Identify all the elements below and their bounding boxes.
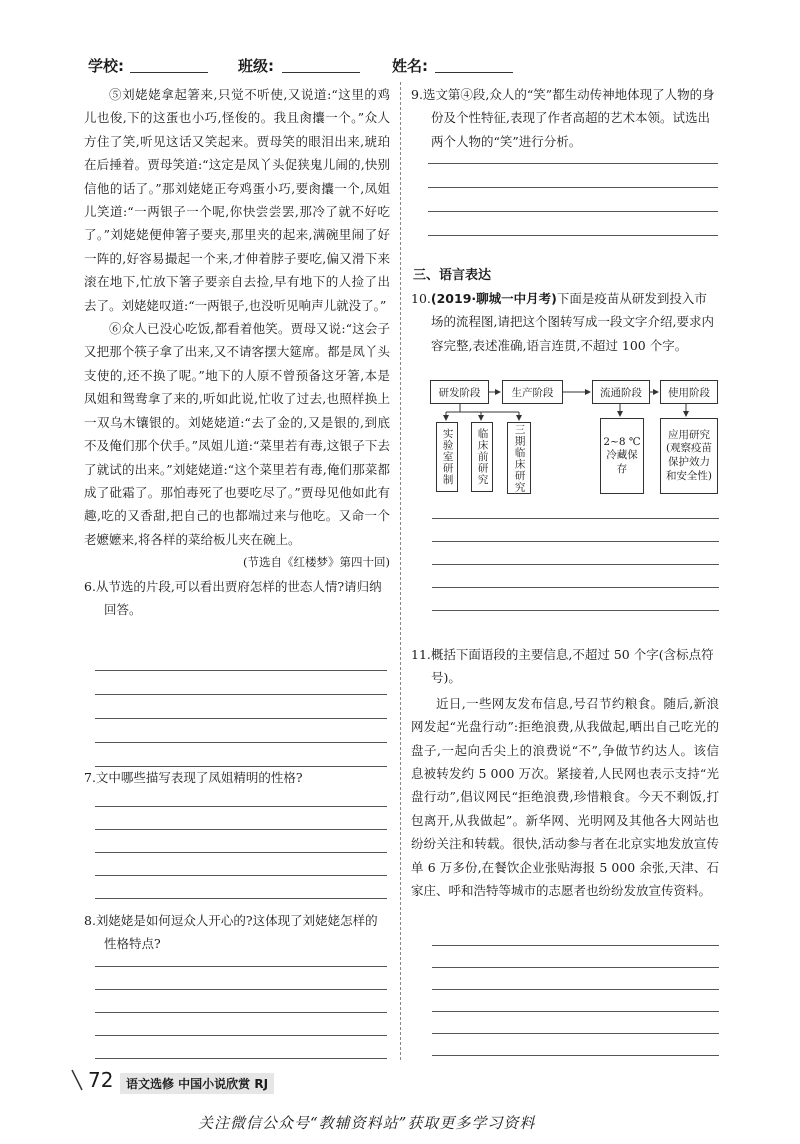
name-field[interactable] bbox=[435, 72, 513, 73]
question-11: 11.概括下面语段的主要信息,不超过 50 个字(含标点符号)。 bbox=[411, 647, 714, 686]
question-10-wrap bbox=[411, 287, 719, 357]
research-sub-lab-text: 实验室研制 bbox=[441, 428, 454, 486]
question-10 bbox=[411, 287, 719, 357]
question-6: 6.从节选的片段,可以看出贾府怎样的世态人情?请归纳回答。 bbox=[84, 578, 382, 617]
stage-usage: 使用阶段 bbox=[660, 380, 718, 404]
usage-sub-application-study: 应用研究(观察疫苗保护效力和安全性) bbox=[660, 418, 718, 494]
column-divider bbox=[400, 82, 401, 1060]
question-11-passage: 近日,一些网友发布信息,号召节约粮食。随后,新浪网发起“光盘行动”:拒绝浪费,从我做起,晒出自己吃光的盘子,一起向舌尖上的浪费说“不”,争做节约达人。该信息被转发约 5 000 万次。紧接着,人民网也表示支持“光盘行动”,倡议网民“拒绝浪费,珍惜粮食。今天不剩饭,打包离开,从我做起”。新华网、光明网及其他各大网站也纷纷关注和转载。很快,活动参与者在北京实地发放宣传单 6 万多份,在餐饮企业张贴海报 5 000 余张,天津、石家庄、呼和浩特等城市的志愿者也纷纷发放宣传资料。 bbox=[411, 695, 719, 899]
section-language-expression: 三、语言表达 bbox=[413, 268, 492, 283]
question-10-text: 下面是疫苗从研发到投入市场的流程图,请把这个图转写成一段文字介绍,要求内容完整,表述准确,语言连贯,不超过 100 个字。 bbox=[431, 291, 714, 353]
question-8-wrap bbox=[84, 909, 390, 956]
research-sub-phase3 bbox=[507, 422, 531, 494]
circulation-sub-cold-storage: 2~8 ℃冷藏保存 bbox=[600, 418, 644, 494]
page-number: 72 bbox=[88, 1068, 114, 1092]
passage-source: (节选自《红楼梦》第四十回) bbox=[243, 555, 390, 570]
passage-paragraph-5: ⑤刘姥姥拿起箸来,只觉不听使,又说道:“这里的鸡儿也俊,下的这蛋也小巧,怪俊的。我且肏攮一个。”众人方住了笑,听见这话又笑起来。贾母笑的眼泪出来,琥珀在后捶着。贾母笑道:“这定是凤丫头促狭鬼儿闹的,快别信他的话了。”那刘姥姥正夸鸡蛋小巧,要肏攮一个,凤姐儿笑道:“一两银子一个呢,你快尝尝罢,那冷了就不好吃了。”刘姥姥便伸箸子要夹,那里夹的起来,满碗里闹了好一阵的,好容易撮起一个来,才伸着脖子要吃,偏又滑下来滚在地下,忙放下箸子要亲自去捡,早有地下的人捡了出去了。刘姥姥叹道:“一两银子,也没听见响声儿就没了。” bbox=[84, 87, 390, 313]
stage-production: 生产阶段 bbox=[502, 380, 563, 404]
answer-lines-q7[interactable] bbox=[95, 806, 387, 906]
answer-lines-q6[interactable] bbox=[95, 670, 387, 770]
school-field[interactable] bbox=[130, 72, 208, 73]
research-sub-preclinical bbox=[471, 422, 493, 492]
footer-slash-icon bbox=[70, 1068, 84, 1096]
stage-research: 研发阶段 bbox=[430, 380, 489, 404]
question-9: 9.选文第④段,众人的“笑”都生动传神地体现了人物的身份及个性特征,表现了作者高超的艺术本领。试选出两个人物的“笑”进行分析。 bbox=[411, 87, 715, 149]
wechat-promo-note: 关注微信公众号“教辅资料站”获取更多学习资料 bbox=[198, 1114, 536, 1132]
research-sub-preclinical-text: 临床前研究 bbox=[476, 428, 489, 486]
research-sub-lab bbox=[436, 422, 458, 492]
question-9-wrap bbox=[411, 83, 719, 153]
question-7-wrap bbox=[84, 766, 390, 789]
question-7: 7.文中哪些描写表现了凤姐精明的性格? bbox=[84, 770, 303, 785]
class-field[interactable] bbox=[282, 72, 360, 73]
left-column bbox=[84, 83, 390, 621]
answer-lines-q10[interactable] bbox=[432, 518, 719, 628]
school-label: 学校: bbox=[88, 57, 124, 75]
question-11-wrap bbox=[411, 643, 719, 902]
research-sub-phase3-text: 三期临床研究 bbox=[513, 423, 526, 493]
class-label: 班级: bbox=[238, 57, 274, 75]
question-8: 8.刘姥姥是如何逗众人开心的?这体现了刘姥姥怎样的性格特点? bbox=[84, 913, 378, 952]
book-label: 语文选修 中国小说欣赏 RJ bbox=[120, 1073, 274, 1094]
question-10-tag: (2019·聊城一中月考) bbox=[430, 291, 557, 306]
answer-lines-q9[interactable] bbox=[428, 163, 718, 243]
question-10-number: 10. bbox=[411, 291, 431, 306]
answer-lines-q8[interactable] bbox=[95, 966, 387, 1066]
vaccine-flowchart bbox=[430, 378, 720, 498]
stage-circulation: 流通阶段 bbox=[592, 380, 650, 404]
name-label: 姓名: bbox=[392, 57, 428, 75]
answer-lines-q11[interactable] bbox=[432, 945, 719, 1065]
passage-paragraph-6: ⑥众人已没心吃饭,都看着他笑。贾母又说:“这会子又把那个筷子拿了出来,又不请客摆大筵席。都是凤丫头支使的,还不换了呢。”地下的人原不曾预备这牙箸,本是凤姐和鸳鸯拿了来的,听如此说,忙收了过去,也照样换上一双乌木镶银的。刘姥姥道:“去了金的,又是银的,到底不及俺们那个伏手。”凤姐儿道:“菜里若有毒,这银子下去了就试的出来。”刘姥姥道:“这个菜里若有毒,俺们那菜都成了砒霜了。那怕毒死了也要吃尽了。”贾母见他如此有趣,吃的又香甜,把自己的也都端过来与他吃。又命一个老嬷嬷来,将各样的菜给板儿夹在碗上。 bbox=[84, 321, 390, 547]
